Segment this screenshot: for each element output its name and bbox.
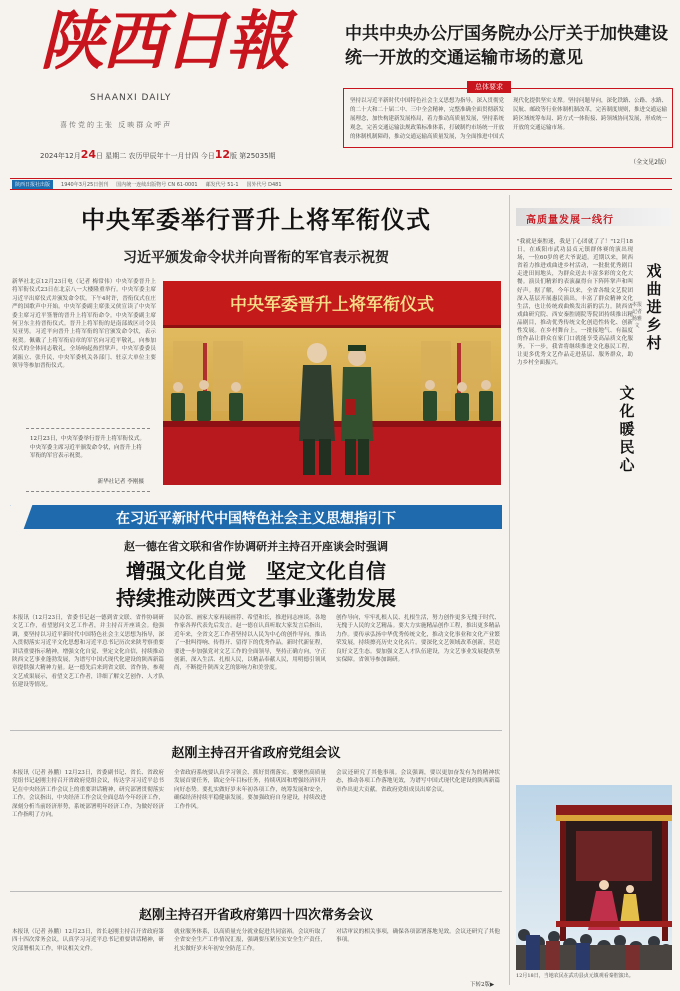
story2-headline-line2: 持续推动陕西文艺事业蓬勃发展 xyxy=(116,586,396,610)
publisher-tag: 陕西日报社出版 xyxy=(12,180,53,189)
feature-title-part1[interactable]: 戏曲进乡村 xyxy=(646,262,662,352)
story4-column-3: 对话审议的相关事项，确保各项部署落地见效。会议还研究了其他事项。 xyxy=(336,929,500,944)
feature-title-part2[interactable]: 文化暖民心 xyxy=(619,384,635,474)
info-item: 1940年3月25日创刊 xyxy=(61,181,109,188)
story4-headline[interactable]: 赵刚主持召开省政府第四十四次常务会议 xyxy=(138,908,373,923)
issue-date-line xyxy=(40,148,340,161)
top-headline[interactable]: 中共中央办公厅国务院办公厅关于加快建设统一开放的交通运输市场的意见 xyxy=(345,24,668,68)
feature-byline: 本报记者 杨雅文 xyxy=(632,302,643,329)
newspaper-slogan: 喜传党的主张 反映群众呼声 xyxy=(60,121,173,129)
section-banner xyxy=(10,505,502,529)
summary-text: 坚持以习近平新时代中国特色社会主义思想为指导，深入贯彻党的二十大和二十届二中、三中全会精神，完整准确全面贯彻新发展理念，加快构建新发展格局，着力推动高质量发展，坚持系统观念，完善交通运输法规政策标准体系，打破制约市场统一开放的体制机制障碍，推动交通运输高质量发展，为全面推进中国式现代化提供坚实支撑。坚持问题导向，深化铁路、公路、水路、民航、邮政等行业体制机制改革，完善制度规则，推进交通运输跨区域统筹布局、跨方式一体衔接、跨领域协同发展，形成统一开放的交通运输市场。 xyxy=(350,98,668,140)
masthead xyxy=(0,0,680,178)
story4-column-2: 就业服务体系，以高质量充分就业促进共同富裕。会议听取了全省安全生产工作情况汇报，强调要压紧压实安全生产责任，扎实做好岁末年初安全防范工作。 xyxy=(174,929,326,952)
opera-photo-image xyxy=(516,785,672,970)
ceremony-photo[interactable] xyxy=(163,281,501,485)
issue-year-month: 2024年12月 xyxy=(40,152,81,160)
issue-number: 版 第25035期 xyxy=(230,152,276,160)
photo-credit: 新华社记者 李刚摄 xyxy=(97,479,144,485)
story2-column-2: 民办馆、画家大家再展画荐、希望和长，推进同志座谈。各地作家各界代表先后发言。赵一德在认真听取大家发言后指出，近年来，全省文艺工作者坚持以人民为中心的创作导向，推出了一批叫得响、传得开、留得下的优秀作品。新时代新征程，要进一步加强党对文艺工作的全面领导，坚持正确方向，守正创新，深入生活、扎根人民，以精品奉献人民，用明德引领风尚，不断提升陕西文艺的影响力和美誉度。 xyxy=(174,615,326,672)
ceremony-photo-image xyxy=(163,281,501,485)
story2-headline-line1: 增强文化自觉 坚定文化自信 xyxy=(126,559,386,583)
column-header-text: 高质量发展一线行 xyxy=(526,215,614,226)
story3-column-2: 全省政府系统要认真学习领会、抓好贯彻落实。要聚焦高质量发展首要任务，锚定全年目标任务，持续巩固和增强经济回升向好态势。要扎实做好岁末年初各项工作，统筹发展和安全，确保经济持续平稳健康发展。要加强政府自身建设，持续改进工作作风。 xyxy=(174,770,326,810)
story2-column-3: 创作导向，牢牢扎根人民、扎根生活，努力创作更多无愧于时代、无愧于人民的文艺精品。要大力实施精品创作工程，推出更多精品力作。要传承弘扬中华优秀传统文化，推动文化事业和文化产业繁荣发展，持续擦亮历史文化名片。要深化文艺领域改革创新，营造良好文艺生态。要加强文艺人才队伍建设，为文艺事业发展提供坚实保障。省领导参加调研。 xyxy=(336,615,500,664)
newspaper-logo[interactable]: 陕西日報 xyxy=(40,4,288,79)
divider xyxy=(10,891,502,892)
story4-column-1: 本报讯（记者 孙鹏）12月23日，省长赵刚主持召开省政府第四十四次常务会议，认真学习习近平总书记重要讲话精神，研究部署相关工作，审议相关文件。 xyxy=(12,929,164,952)
issue-day: 24 xyxy=(80,148,97,161)
opera-photo[interactable] xyxy=(516,785,672,970)
story2-column-1: 本报讯（12月23日，省委书记赵一德到省文联、省作协调研文艺工作，看望慰问文艺工作者，并主持召开座谈会。他强调，要坚持以习近平新时代中国特色社会主义思想为指导，深入贯彻落实习近平文化思想和习近平总书记历次来陕考察重要讲话重要指示精神，增强文化自觉、坚定文化自信，持续推动陕西文艺事业蓬勃发展，为谱写中国式现代化建设的陕西新篇章提供强大精神力量。赵一德先后来到省文联、省作协，参观文艺成果展示，看望文艺工作者，详细了解文艺创作、人才队伍建设等情况。 xyxy=(12,615,164,689)
see-also-link[interactable]: （全文见2版） xyxy=(630,159,670,166)
info-item: 国内统一连续出版物号 CN 61-0001 xyxy=(116,181,198,188)
story3-column-3: 会议还研究了其他事项。会议强调，要以更加奋发有为的精神状态，推动各项工作落地见效，为谱写中国式现代化建设的陕西新篇章作出更大贡献。省政府党组成员出席会议。 xyxy=(336,770,500,793)
column-divider xyxy=(509,195,510,985)
section-banner-text: 在习近平新时代中国特色社会主义思想指引下 xyxy=(116,511,396,527)
story2-subheadline[interactable]: 赵一德在省文联和省作协调研并主持召开座谈会时强调 xyxy=(124,540,388,553)
opera-photo-caption: 12月18日，当地农民在武功县贞元镇观看秦腔演出。 xyxy=(516,973,634,979)
newspaper-logo-en: SHAANXI DAILY xyxy=(90,93,172,103)
lead-body-text: 新华社北京12月23日电（记者 梅常伟）中央军委晋升上将军衔仪式23日在北京八一大楼隆重举行。中央军委主席习近平出席仪式并颁发命令状。下午4时许，晋衔仪式在庄严的国歌声中开始。中央军委副主席张又侠宣读了中央军委主席习近平签署的晋升上将军衔命令。中央军委副主席何卫东主持晋衔仪式。晋升上将军衔的是南部战区司令员吴亚男。习近平向晋升上将军衔的军官颁发命令状，表示祝贺。佩戴了上将军衔肩章的军官向习近平敬礼，向参加仪式的全体同志敬礼，全场响起热烈掌声。中央军委委员刘振立、张升民，中央军委机关各部门、驻京大单位主要领导等参加晋衔仪式。 xyxy=(12,279,156,370)
story3-headline[interactable]: 赵刚主持召开省政府党组会议 xyxy=(171,746,341,761)
publication-info-bar xyxy=(10,178,672,190)
photo-caption-text: 12月23日，中央军委举行晋升上将军衔仪式。中央军委主席习近平颁发命令状，向晋升上将军衔的军官表示祝贺。 xyxy=(30,436,145,459)
issue-page-count: 12 xyxy=(214,148,231,161)
lead-subheadline[interactable]: 习近平颁发命令状并向晋衔的军官表示祝贺 xyxy=(123,250,389,266)
summary-tag: 总体要求 xyxy=(467,81,511,93)
ceremony-banner-text: 中央军委晋升上将军衔仪式 xyxy=(230,295,434,315)
info-item: 国外代号 D481 xyxy=(246,181,282,188)
lead-headline[interactable]: 中央军委举行晋升上将军衔仪式 xyxy=(81,206,431,234)
info-item: 邮发代号 51-1 xyxy=(205,181,239,188)
stage-roof xyxy=(556,805,672,815)
issue-date-rest: 日 星期二 农历甲辰年十一月廿四 今日 xyxy=(96,152,215,160)
divider xyxy=(10,730,502,731)
photo-caption-box xyxy=(26,428,150,492)
story3-column-1: 本报讯（记者 孙鹏）12月23日，省委副书记、省长、省政府党组书记赵刚主持召开省政府党组会议，传达学习习近平总书记在中央经济工作会议上的重要讲话精神，研究部署贯彻落实工作。会议指出，中央经济工作会议全面总结今年经济工作，深刻分析当前经济形势，系统部署明年经济工作，为做好经济工作指明了方向。 xyxy=(12,770,164,819)
feature-body-text: "我就是秦腔迷，我是丁心团就了了！"12月18日，在咸阳市武功县贞元镇群体赛的演出现场，一位60岁的老大爷说道。近期以来，陕西省着力推进戏曲进乡村活动，一批批优秀剧目走进田间地头，为群众送去丰富多彩的文化大餐。演员们精彩的表演赢得台下阵阵掌声和叫好声。据了解，今年以来，全省各级文艺院团深入基层开展惠民演出，丰富了群众精神文化生活，也让传统戏曲焕发出新的活力。陕西省戏曲研究院、西安秦腔剧院等院团持续推出精品剧目，推动优秀传统文化创造性转化、创新性发展。在乡村舞台上，一批接地气、有温度的作品让群众在家门口就能享受高品质文化服务。下一步，我省将继续推进文化惠民工程，让更多优秀文艺作品走进基层、服务群众，助力乡村全面振兴。 xyxy=(517,239,633,367)
column-header xyxy=(516,208,672,226)
summary-box xyxy=(343,83,673,148)
continued-link[interactable]: 下转2版▶ xyxy=(470,982,495,988)
story2-headline[interactable] xyxy=(10,558,502,612)
